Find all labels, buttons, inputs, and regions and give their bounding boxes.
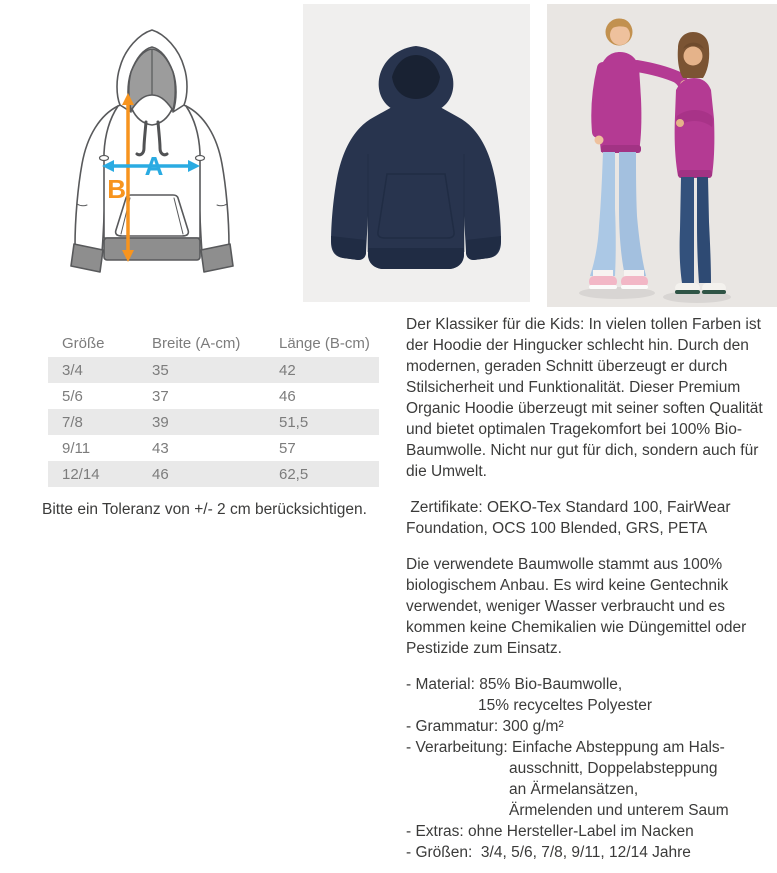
navy-hoodie-icon xyxy=(303,4,530,302)
spec-line-material: - Material: 85% Bio-Baumwolle, xyxy=(406,676,623,693)
length-cell: 51,5 xyxy=(279,413,309,431)
size-table-header-row xyxy=(48,330,379,357)
spec-line-verarbeitung: - Verarbeitung: Einfache Absteppung am Hals- xyxy=(406,739,725,756)
width-cell: 43 xyxy=(152,439,169,457)
width-cell: 37 xyxy=(152,387,169,405)
length-cell: 57 xyxy=(279,439,296,457)
tolerance-note: Bitte ein Toleranz von +/- 2 cm berücksichtigen. xyxy=(42,501,367,518)
hoodie-measurement-diagram-icon xyxy=(40,8,300,298)
spec-line-verarbeitung-cont: an Ärmelansätzen, xyxy=(509,781,639,798)
description-intro: Der Klassiker für die Kids: In vielen tollen Farben ist der Hoodie der Hingucker schlecht hin. Durch den modernen, geraden Schnitt überzeugt er durch Stilsicherheit und Funktionalität. Dieser Premium Organic Hoodie überzeugt mit seiner soften Qualität und bietet optimalen Tragekomfort bei 100% Bio-Baumwolle. Nicht nur gut für dich, sondern auch für die Umwelt. xyxy=(406,316,768,480)
spec-list xyxy=(406,674,777,863)
spec-line-extras: - Extras: ohne Hersteller-Label im Nacken xyxy=(406,823,694,840)
spec-line-groessen: - Größen: 3/4, 5/6, 7/8, 9/11, 12/14 Jahre xyxy=(406,844,691,861)
certificates-note: Zertifikate: OEKO-Tex Standard 100, FairWear Foundation, OCS 100 Blended, GRS, PETA xyxy=(406,499,735,537)
size-cell: 5/6 xyxy=(62,387,83,405)
kids-models-icon xyxy=(547,4,777,307)
size-table-row xyxy=(48,461,379,487)
size-table-row xyxy=(48,383,379,409)
length-cell: 62,5 xyxy=(279,465,309,483)
size-table-header-width: Breite (A-cm) xyxy=(138,330,265,357)
size-table xyxy=(48,330,379,487)
spec-line-verarbeitung-cont: ausschnitt, Doppelabsteppung xyxy=(509,760,718,777)
length-label: B xyxy=(107,174,126,204)
cotton-info: Die verwendete Baumwolle stammt aus 100% biologischem Anbau. Es wird keine Gentechnik verwendet, weniger Wasser verbraucht und es kommen keine Chemikalien wie Düngemittel oder Pestizide zum Einsatz. xyxy=(406,556,751,657)
spec-line-verarbeitung-cont: Ärmelenden und unterem Saum xyxy=(509,802,729,819)
size-cell: 9/11 xyxy=(62,439,91,457)
size-diagram-figure xyxy=(40,8,300,298)
size-table-row xyxy=(48,357,379,383)
size-table-row xyxy=(48,409,379,435)
size-cell: 12/14 xyxy=(62,465,100,483)
length-cell: 42 xyxy=(279,361,296,379)
product-photo-figure xyxy=(303,4,530,302)
size-table-row xyxy=(48,435,379,461)
size-table-header-length: Länge (B-cm) xyxy=(265,330,379,357)
width-label: A xyxy=(144,151,164,181)
length-cell: 46 xyxy=(279,387,296,405)
spec-line-material-cont: 15% recyceltes Polyester xyxy=(478,697,653,714)
size-cell: 3/4 xyxy=(62,361,83,379)
width-cell: 46 xyxy=(152,465,169,483)
size-table-header-size: Größe xyxy=(48,330,138,357)
product-description-column xyxy=(406,314,777,863)
spec-line-grammatur: - Grammatur: 300 g/m² xyxy=(406,718,564,735)
models-photo-figure xyxy=(547,4,777,307)
size-cell: 7/8 xyxy=(62,413,83,431)
width-cell: 35 xyxy=(152,361,169,379)
width-cell: 39 xyxy=(152,413,169,431)
